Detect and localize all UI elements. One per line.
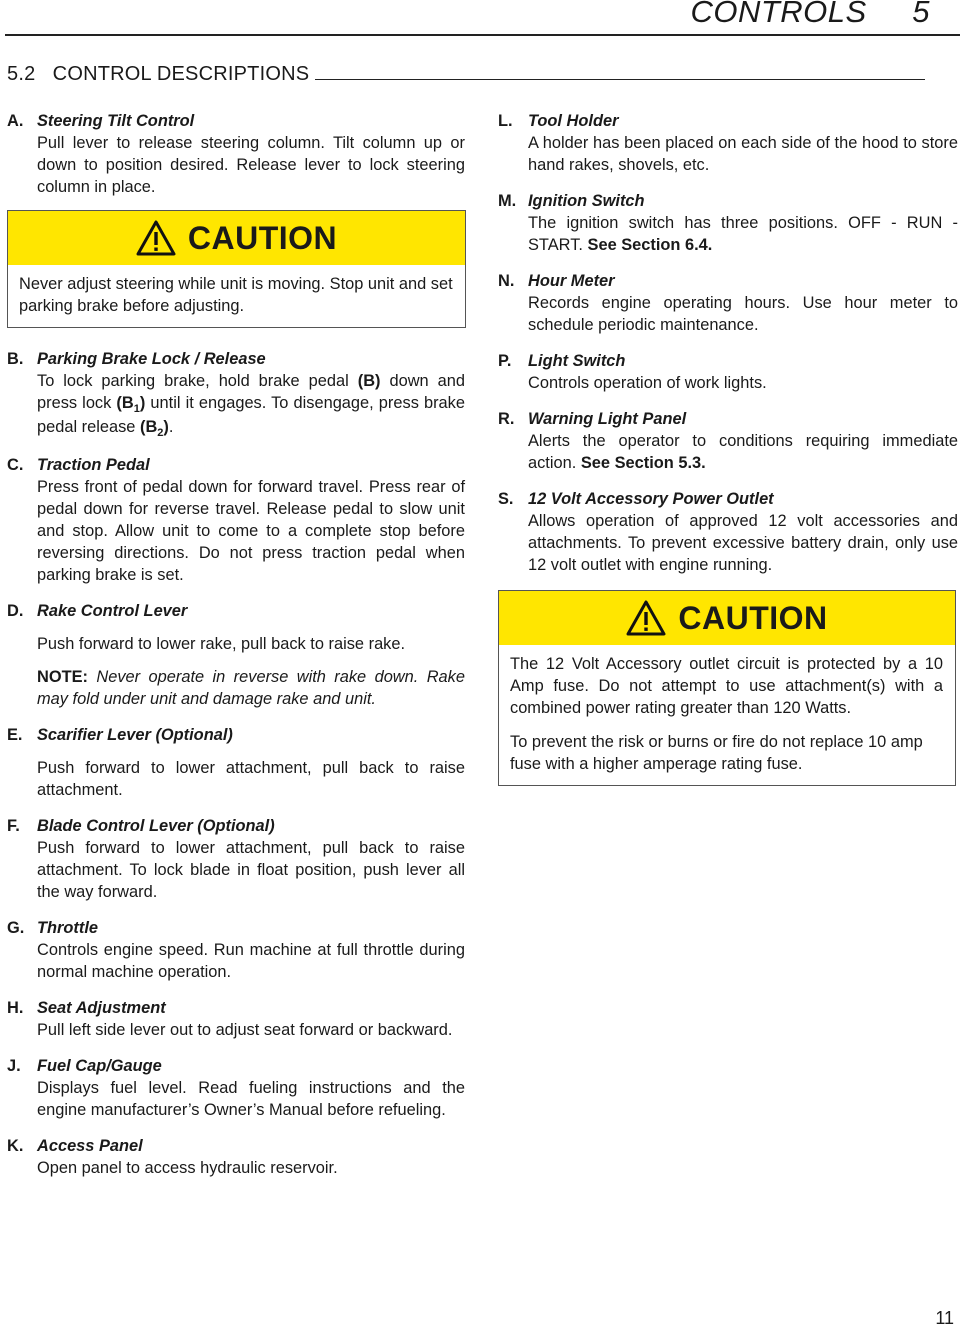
item-text: Controls engine speed. Run machine at full throttle during normal machine operation. <box>37 941 465 981</box>
item-letter: J. <box>7 1057 21 1075</box>
item-r <box>498 408 958 474</box>
warning-triangle-icon <box>136 220 176 256</box>
caution-word: CAUTION <box>187 220 338 256</box>
item-k <box>7 1135 465 1179</box>
warning-triangle-icon <box>626 600 666 636</box>
item-note <box>37 666 465 710</box>
ref-text: ) <box>139 394 146 412</box>
section-heading <box>7 63 925 86</box>
item-n <box>498 270 958 336</box>
item-title: Blade Control Lever (Optional) <box>37 817 275 835</box>
caution-body <box>499 645 955 785</box>
item-title: Warning Light Panel <box>528 410 687 428</box>
item-title: Seat Adjustment <box>37 999 166 1017</box>
caution-text: To prevent the risk or burns or fire do not replace 10 amp fuse with a higher amperage rating fuse. <box>510 733 923 773</box>
item-text: Pull left side lever out to adjust seat forward or backward. <box>37 1021 453 1039</box>
item-text: Push forward to lower attachment, pull back to raise attachment. <box>37 759 465 799</box>
item-letter: L. <box>498 112 513 130</box>
item-title: 12 Volt Accessory Power Outlet <box>528 490 774 508</box>
page-header-title: CONTROLS 5 <box>690 0 930 29</box>
item-letter: B. <box>7 350 24 368</box>
item-d <box>7 600 465 710</box>
item-text <box>528 430 958 474</box>
item-letter: N. <box>498 272 515 290</box>
item-c <box>7 454 465 586</box>
item-title: Parking Brake Lock / Release <box>37 350 266 368</box>
item-title: Access Panel <box>37 1137 143 1155</box>
section-ref: See Section 5.3. <box>580 454 706 472</box>
item-m <box>498 190 958 256</box>
caution-text: Never adjust steering while unit is moving. Stop unit and set parking brake before adjusting. <box>19 275 453 315</box>
item-title: Rake Control Lever <box>37 602 188 620</box>
item-title: Ignition Switch <box>528 192 645 210</box>
item-letter: M. <box>498 192 517 210</box>
ref-text: (B <box>116 394 134 412</box>
item-text: Allows operation of approved 12 volt accessories and attachments. To prevent excessive battery drain, only use 12 volt outlet with engine running. <box>528 512 958 574</box>
item-letter: C. <box>7 456 24 474</box>
caution-banner <box>499 591 955 645</box>
subscript: 2 <box>157 427 164 439</box>
ref-b: (B) <box>357 372 381 390</box>
item-letter: P. <box>498 352 512 370</box>
item-letter: H. <box>7 999 24 1017</box>
item-text: Open panel to access hydraulic reservoir. <box>37 1159 338 1177</box>
item-h <box>7 997 465 1041</box>
page-number: 11 <box>935 1308 954 1328</box>
item-letter: A. <box>7 112 24 130</box>
item-e <box>7 724 465 801</box>
item-g <box>7 917 465 983</box>
caution-box-steering <box>7 210 466 328</box>
item-letter: G. <box>7 919 25 937</box>
ref-b2 <box>139 418 169 439</box>
header-rule <box>5 34 960 36</box>
item-text <box>528 212 958 256</box>
ref-text: (B <box>139 418 158 436</box>
item-text: A holder has been placed on each side of the hood to store hand rakes, shovels, etc. <box>528 134 958 174</box>
item-title: Steering Tilt Control <box>37 112 195 130</box>
item-a <box>7 110 465 198</box>
item-title: Hour Meter <box>528 272 615 290</box>
left-column <box>7 110 465 1193</box>
item-j <box>7 1055 465 1121</box>
caution-box-outlet <box>498 590 956 786</box>
item-letter: F. <box>7 817 20 835</box>
item-s <box>498 488 958 576</box>
item-text: Push forward to lower rake, pull back to raise rake. <box>37 635 406 653</box>
item-title: Light Switch <box>528 352 626 370</box>
note-label: NOTE: <box>37 668 88 686</box>
ref-b1 <box>116 394 146 415</box>
right-column <box>498 110 958 806</box>
item-letter: R. <box>498 410 515 428</box>
caution-word: CAUTION <box>678 600 828 636</box>
section-heading-text: 5.2 CONTROL DESCRIPTIONS <box>7 63 310 85</box>
item-letter: K. <box>7 1137 24 1155</box>
item-text: Press front of pedal down for forward travel. Press rear of pedal down for reverse travel. Release pedal to slow unit and stop. Allow unit to come to a complete stop before reversing directions. Do not press traction pedal when parking brake is set. <box>37 478 465 584</box>
item-text: Displays fuel level. Read fueling instructions and the engine manufacturer’s Owner’s Manual before refueling. <box>37 1079 465 1119</box>
caution-banner <box>8 211 465 265</box>
item-text: Pull lever to release steering column. Tilt column up or down to position desired. Release lever to lock steering column in place. <box>37 134 465 196</box>
item-title: Fuel Cap/Gauge <box>37 1057 162 1075</box>
item-p <box>498 350 958 394</box>
item-letter: S. <box>498 490 514 508</box>
section-ref: See Section 6.4. <box>587 236 713 254</box>
item-title: Scarifier Lever (Optional) <box>37 726 233 744</box>
item-title: Throttle <box>37 919 99 937</box>
caution-body <box>8 265 465 327</box>
item-title: Traction Pedal <box>37 456 150 474</box>
ref-text: ) <box>163 418 169 436</box>
page-header <box>0 0 960 36</box>
item-text: Controls operation of work lights. <box>528 374 767 392</box>
section-heading-rule <box>315 78 925 80</box>
text-run: To lock parking brake, hold brake pedal <box>37 372 358 390</box>
text-run: until it engages. To disengage, press brake pedal release <box>37 394 465 436</box>
item-text: Push forward to lower attachment, pull back to raise attachment. To lock blade in float position, push lever all the way forward. <box>37 839 465 901</box>
caution-text: The 12 Volt Accessory outlet circuit is protected by a 10 Amp fuse. Do not attempt to use attachment(s) with a combined power rating greater than 120 Watts. <box>510 655 943 717</box>
item-title: Tool Holder <box>528 112 619 130</box>
item-text <box>37 370 465 440</box>
item-letter: E. <box>7 726 23 744</box>
text-run: . <box>168 418 174 436</box>
item-l <box>498 110 958 176</box>
text-run: down and press lock <box>37 372 465 412</box>
item-letter: D. <box>7 602 24 620</box>
subscript: 1 <box>133 403 140 415</box>
item-f <box>7 815 465 903</box>
text-run: Alerts the operator to conditions requiring immediate action. <box>528 432 958 472</box>
item-b <box>7 348 465 440</box>
text-run: The ignition switch has three positions. OFF - RUN - START. <box>528 214 958 254</box>
item-text: Records engine operating hours. Use hour meter to schedule periodic maintenance. <box>528 294 958 334</box>
note-text: Never operate in reverse with rake down. Rake may fold under unit and damage rake and unit. <box>37 668 465 708</box>
